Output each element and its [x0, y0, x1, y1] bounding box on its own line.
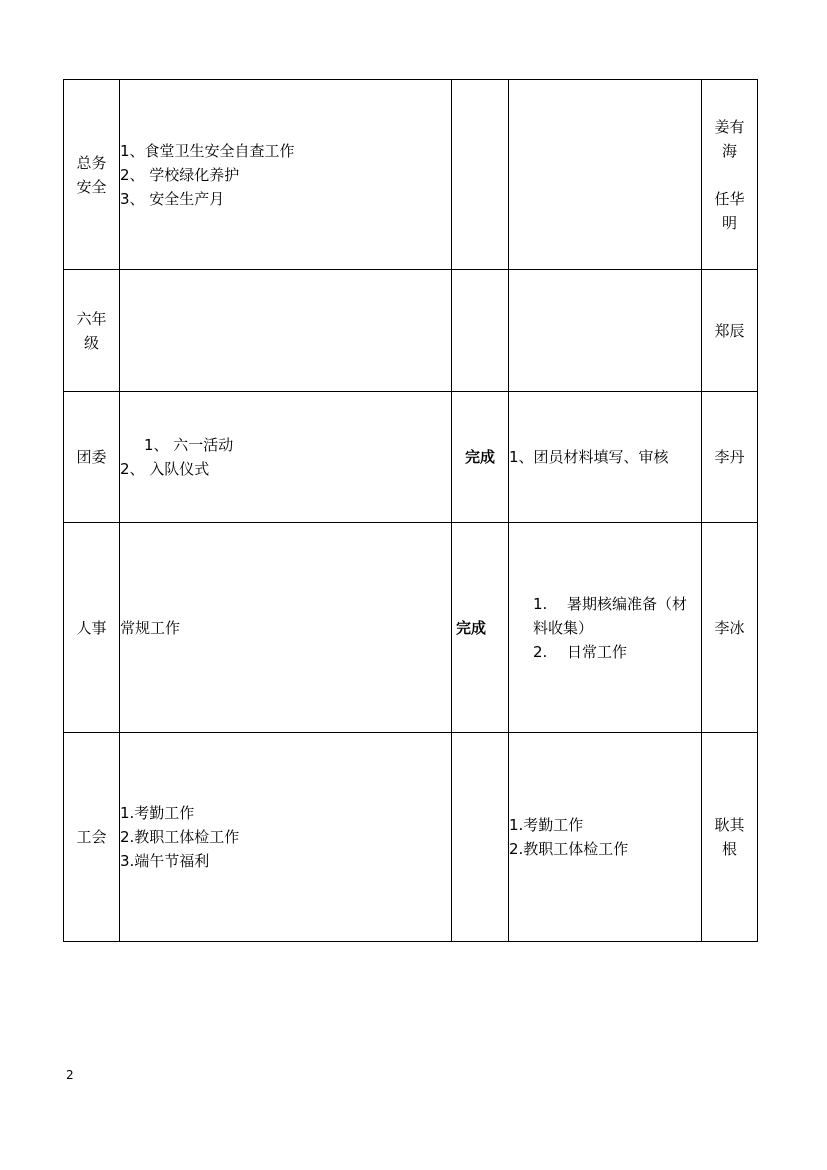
table-row	[64, 523, 758, 733]
plan-item: 3、 安全生产月	[120, 189, 225, 208]
status-cell: 完成	[452, 392, 509, 523]
next-plan-cell	[509, 523, 702, 733]
plan-cell	[120, 270, 452, 392]
person-line: 耿其	[714, 816, 745, 834]
next-plan-cell	[509, 733, 702, 942]
page-number: 2	[66, 1068, 74, 1082]
next-plan-item: 2. 日常工作	[533, 642, 628, 661]
person-line: 任华	[714, 189, 745, 208]
department-line: 安全	[76, 177, 107, 196]
person-line: 根	[721, 840, 737, 858]
department-line: 级	[83, 333, 99, 352]
plan-item: 2、 入队仪式	[120, 460, 210, 478]
work-plan-table	[63, 79, 758, 942]
table-row	[64, 733, 758, 942]
status-cell	[452, 733, 509, 942]
table-row	[64, 80, 758, 270]
plan-cell	[120, 733, 452, 942]
plan-item: 常规工作	[120, 618, 181, 637]
person-line: 李冰	[714, 618, 745, 637]
status-cell: 完成	[452, 523, 509, 733]
person-cell	[702, 523, 758, 733]
department-cell	[64, 270, 120, 392]
department-cell	[64, 523, 120, 733]
department-line: 总务	[76, 153, 107, 172]
department-cell	[64, 392, 120, 523]
plan-item: 3.端午节福利	[120, 852, 210, 870]
status-cell	[452, 270, 509, 392]
plan-item: 1、 六一活动	[144, 436, 234, 454]
person-line: 明	[721, 213, 737, 232]
next-plan-cell	[509, 270, 702, 392]
plan-item: 2、 学校绿化养护	[120, 165, 240, 184]
person-cell	[702, 80, 758, 270]
department-line: 工会	[76, 828, 107, 846]
department-cell	[64, 733, 120, 942]
next-plan-item: 料收集）	[533, 618, 594, 637]
plan-cell	[120, 80, 452, 270]
plan-item: 1.考勤工作	[120, 804, 195, 822]
next-plan-cell	[509, 392, 702, 523]
person-cell	[702, 733, 758, 942]
department-line: 六年	[76, 309, 107, 328]
plan-cell	[120, 392, 452, 523]
person-line: 海	[721, 141, 737, 160]
person-cell	[702, 270, 758, 392]
plan-item: 1、食堂卫生安全自查工作	[120, 141, 295, 160]
department-cell	[64, 80, 120, 270]
person-line: 姜有	[714, 117, 745, 136]
next-plan-item: 1. 暑期核编准备（材	[533, 594, 688, 613]
next-plan-item: 2.教职工体检工作	[509, 840, 629, 858]
plan-cell	[120, 523, 452, 733]
next-plan-item: 1.考勤工作	[509, 816, 584, 834]
next-plan-item: 1、团员材料填写、审核	[509, 448, 669, 466]
department-line: 团委	[76, 448, 107, 466]
person-line: 李丹	[714, 448, 745, 466]
plan-item: 2.教职工体检工作	[120, 828, 240, 846]
table-row	[64, 392, 758, 523]
person-cell	[702, 392, 758, 523]
status-cell	[452, 80, 509, 270]
department-line: 人事	[76, 618, 107, 637]
person-line: 郑辰	[714, 321, 745, 340]
next-plan-cell	[509, 80, 702, 270]
table-row	[64, 270, 758, 392]
